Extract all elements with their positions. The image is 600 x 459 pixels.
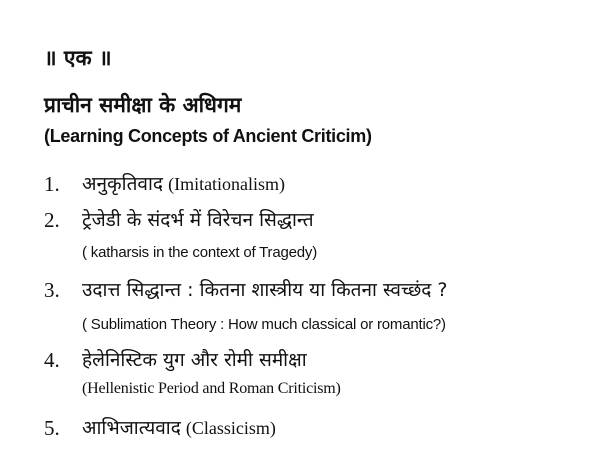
item-number: 2. [44, 208, 60, 232]
chapter-title-english: (Learning Concepts of Ancient Criticim) [44, 126, 372, 146]
item-title-hindi: हेलेनिस्टिक युग और रोमी समीक्षा [82, 349, 307, 371]
item-title-hindi: ट्रेजेडी के संदर्भ में विरेचन सिद्धान्त [82, 209, 314, 231]
item-subtitle-english: (Hellenistic Period and Roman Criticism) [82, 380, 341, 397]
list-item [82, 170, 285, 199]
item-number: 4. [44, 348, 60, 372]
item-title-hindi: उदात्त सिद्धान्त : कितना शास्त्रीय या कितना स्वच्छंद ? [82, 279, 448, 301]
list-item [82, 206, 314, 235]
list-item [82, 276, 447, 305]
list-item [82, 414, 276, 443]
chapter-number: ॥ एक ॥ [44, 46, 112, 70]
item-subtitle-english: ( katharsis in the context of Tragedy) [82, 244, 318, 261]
item-subtitle-english: ( Sublimation Theory : How much classical or romantic?) [82, 316, 446, 333]
item-title-hindi: आभिजात्यवाद [82, 417, 181, 439]
item-number: 5. [44, 416, 60, 440]
item-title-english: (Classicism) [185, 418, 276, 438]
item-title-hindi: अनुकृतिवाद [82, 173, 163, 195]
item-number: 1. [44, 172, 60, 196]
item-title-english: (Imitationalism) [168, 174, 286, 194]
list-item [82, 346, 307, 375]
chapter-title-hindi: प्राचीन समीक्षा के अधिगम [44, 93, 242, 117]
item-number: 3. [44, 278, 60, 302]
